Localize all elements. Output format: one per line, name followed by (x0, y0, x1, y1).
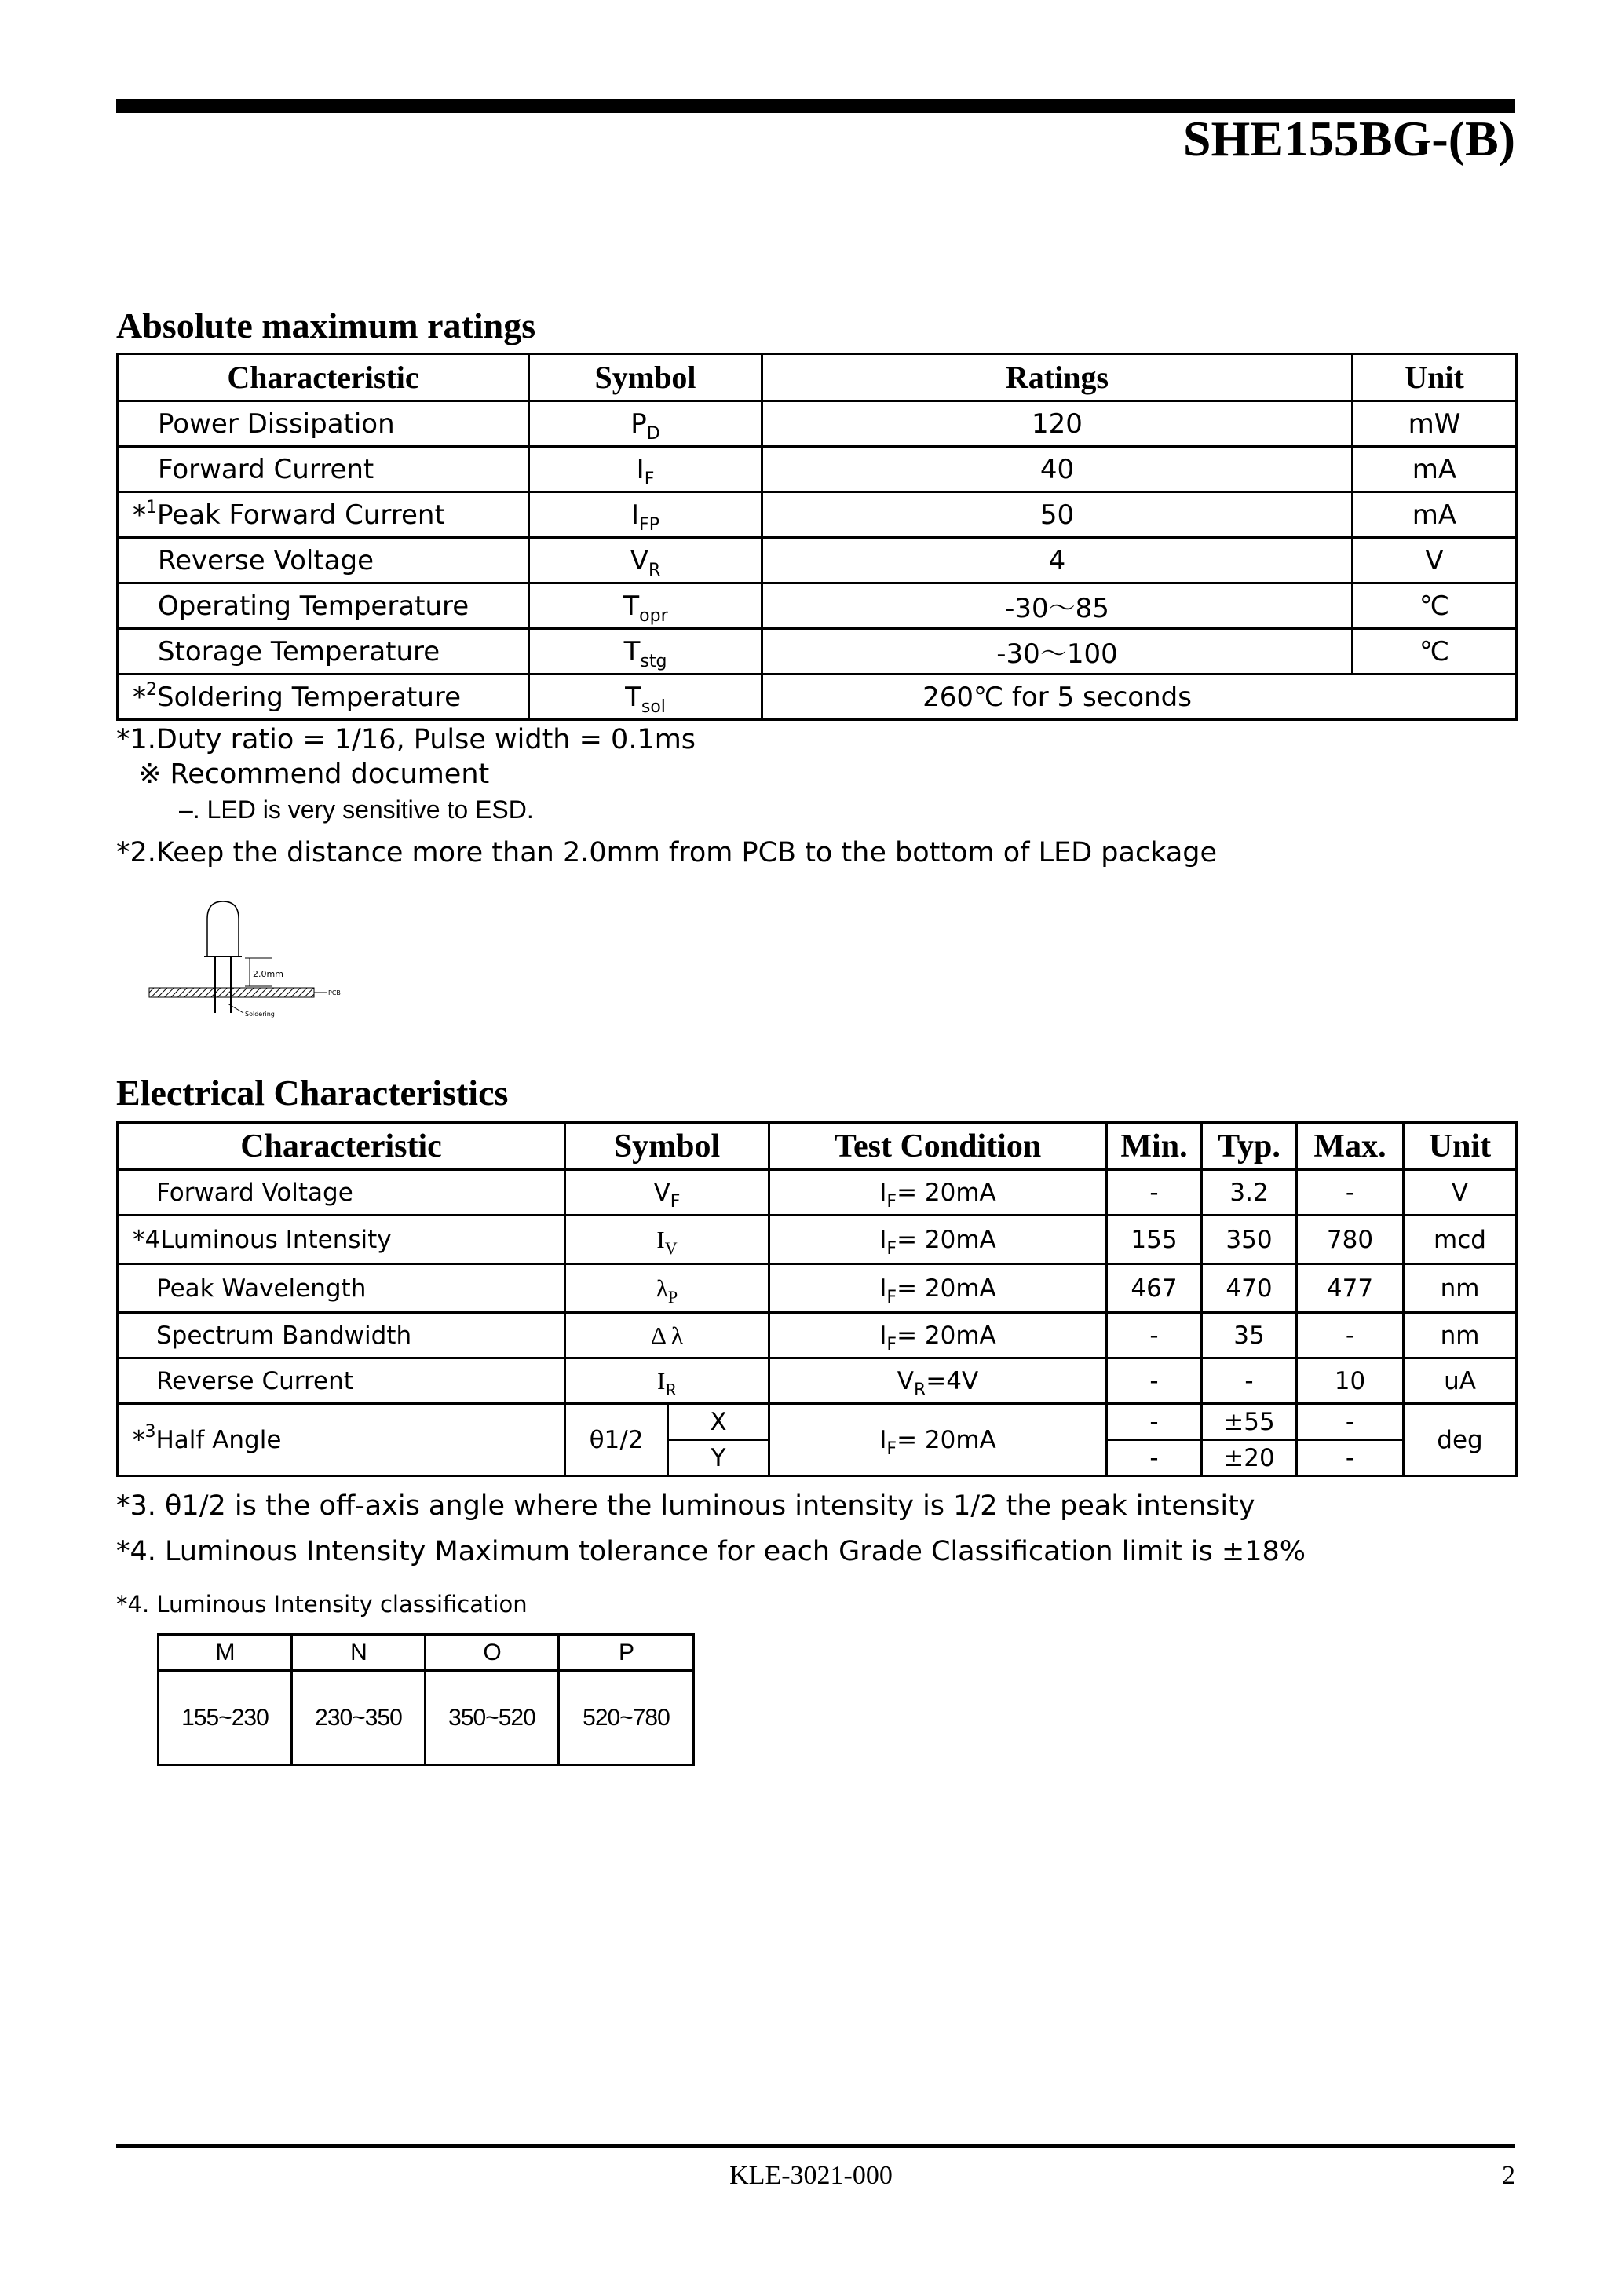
typ-cell: 3.2 (1202, 1170, 1297, 1216)
characteristic-cell: Forward Voltage (118, 1170, 565, 1216)
range-cell: 520~780 (559, 1671, 694, 1765)
typ-cell: ±20 (1202, 1440, 1297, 1476)
condition-cell: $I_F= 20mA$ (769, 1216, 1107, 1264)
unit-cell: mA (1353, 492, 1517, 538)
table-row (118, 1170, 1517, 1216)
pcb-board (149, 988, 314, 997)
symbol-cell: $P_D$ (529, 401, 762, 447)
symbol-cell: Δ λ (565, 1313, 769, 1358)
note-tolerance: *4. Luminous Intensity Maximum tolerance for each Grade Classification limit is ±18% (116, 1536, 1306, 1567)
symbol-cell: $T_{sol}$ (529, 675, 762, 720)
max-cell: - (1297, 1170, 1404, 1216)
table-row (118, 538, 1517, 583)
bottom-rule (116, 2144, 1515, 2148)
rating-cell: 260℃ for 5 seconds (762, 675, 1517, 720)
col-header: Min. (1107, 1123, 1202, 1170)
symbol-cell: $I_{FP}$ (529, 492, 762, 538)
characteristic-cell: Storage Temperature (118, 629, 529, 675)
symbol-cell: $I_F$ (529, 447, 762, 492)
solder-label: Soldering (245, 1011, 275, 1018)
table-row (118, 1216, 1517, 1264)
unit-cell: nm (1404, 1313, 1517, 1358)
note-distance: *2.Keep the distance more than 2.0mm from PCB to the bottom of LED package (116, 837, 1218, 868)
typ-cell: - (1202, 1358, 1297, 1404)
symbol-cell: $V_R$ (529, 538, 762, 583)
rating-cell: 40 (762, 447, 1353, 492)
min-cell: 155 (1107, 1216, 1202, 1264)
note-duty-ratio: *1.Duty ratio = 1/16, Pulse width = 0.1ms (116, 724, 696, 755)
col-header: Symbol (529, 354, 762, 401)
min-cell: 467 (1107, 1264, 1202, 1313)
max-cell: 477 (1297, 1264, 1404, 1313)
condition-cell: $I_F= 20mA$ (769, 1313, 1107, 1358)
elec-table (116, 1121, 1518, 1477)
condition-cell: $I_F= 20mA$ (769, 1404, 1107, 1476)
footer-doc-code: KLE-3021-000 (729, 2161, 893, 2190)
table-header-row (118, 1123, 1517, 1170)
grade-row (159, 1635, 694, 1671)
table-row (118, 675, 1517, 720)
led-body-shape (207, 901, 239, 956)
note-half-angle: *3. θ1/2 is the off-axis angle where the luminous intensity is 1/2 the peak intensity (116, 1490, 1255, 1522)
abs-max-heading: Absolute maximum ratings (116, 305, 536, 345)
max-cell: - (1297, 1404, 1404, 1440)
grade-cell: N (292, 1635, 426, 1671)
axis-x-cell: X (668, 1404, 769, 1440)
unit-cell: deg (1404, 1404, 1517, 1476)
max-cell: 780 (1297, 1216, 1404, 1264)
col-header: Test Condition (769, 1123, 1107, 1170)
symbol-cell: θ1/2 (565, 1404, 668, 1476)
dim-label: 2.0mm (253, 969, 283, 979)
range-cell: 230~350 (292, 1671, 426, 1765)
rating-cell: -30～85 (762, 583, 1353, 629)
characteristic-cell: *4Luminous Intensity (118, 1216, 565, 1264)
characteristic-cell: *$^1$Peak Forward Current (118, 492, 529, 538)
col-header: Characteristic (118, 1123, 565, 1170)
rating-cell: 120 (762, 401, 1353, 447)
col-header: Unit (1353, 354, 1517, 401)
table-row-half-angle (118, 1404, 1517, 1440)
characteristic-cell: Operating Temperature (118, 583, 529, 629)
symbol-cell: $T_{stg}$ (529, 629, 762, 675)
typ-cell: 350 (1202, 1216, 1297, 1264)
note-recommend: ※ Recommend document (138, 759, 490, 790)
range-cell: 155~230 (159, 1671, 292, 1765)
min-cell: - (1107, 1440, 1202, 1476)
rating-cell: 4 (762, 538, 1353, 583)
typ-cell: 470 (1202, 1264, 1297, 1313)
characteristic-cell: *$^2$Soldering Temperature (118, 675, 529, 720)
condition-cell: $V_R=4V$ (769, 1358, 1107, 1404)
symbol-cell: $\lambda_P$ (565, 1264, 769, 1313)
col-header: Typ. (1202, 1123, 1297, 1170)
range-row (159, 1671, 694, 1765)
min-cell: - (1107, 1358, 1202, 1404)
max-cell: 10 (1297, 1358, 1404, 1404)
range-cell: 350~520 (426, 1671, 559, 1765)
unit-cell: mcd (1404, 1216, 1517, 1264)
symbol-cell: $I_V$ (565, 1216, 769, 1264)
min-cell: - (1107, 1313, 1202, 1358)
min-cell: - (1107, 1404, 1202, 1440)
characteristic-cell: *$^3$Half Angle (118, 1404, 565, 1476)
unit-cell: mA (1353, 447, 1517, 492)
axis-y-cell: Y (668, 1440, 769, 1476)
abs-max-table (116, 353, 1518, 721)
rating-cell: 50 (762, 492, 1353, 538)
table-row (118, 447, 1517, 492)
max-cell: - (1297, 1313, 1404, 1358)
page-number: 2 (1502, 2161, 1515, 2190)
min-cell: - (1107, 1170, 1202, 1216)
table-row (118, 1358, 1517, 1404)
unit-cell: ℃ (1353, 583, 1517, 629)
table-row (118, 492, 1517, 538)
table-header-row (118, 354, 1517, 401)
elec-heading: Electrical Characteristics (116, 1073, 509, 1113)
note-classification: *4. Luminous Intensity classification (116, 1591, 528, 1618)
unit-cell: V (1404, 1170, 1517, 1216)
symbol-cell: $T_{opr}$ (529, 583, 762, 629)
pcb-label: PCB (328, 989, 341, 996)
rating-cell: -30～100 (762, 629, 1353, 675)
table-row (118, 1264, 1517, 1313)
unit-cell: ℃ (1353, 629, 1517, 675)
characteristic-cell: Reverse Current (118, 1358, 565, 1404)
unit-cell: nm (1404, 1264, 1517, 1313)
grade-cell: P (559, 1635, 694, 1671)
condition-cell: $I_F= 20mA$ (769, 1264, 1107, 1313)
typ-cell: 35 (1202, 1313, 1297, 1358)
unit-cell: V (1353, 538, 1517, 583)
characteristic-cell: Peak Wavelength (118, 1264, 565, 1313)
characteristic-cell: Spectrum Bandwidth (118, 1313, 565, 1358)
unit-cell: uA (1404, 1358, 1517, 1404)
led-mounting-figure (146, 895, 342, 1021)
table-row (118, 583, 1517, 629)
typ-cell: ±55 (1202, 1404, 1297, 1440)
grade-cell: M (159, 1635, 292, 1671)
col-header: Symbol (565, 1123, 769, 1170)
grade-cell: O (426, 1635, 559, 1671)
characteristic-cell: Power Dissipation (118, 401, 529, 447)
symbol-cell: $V_F$ (565, 1170, 769, 1216)
characteristic-cell: Forward Current (118, 447, 529, 492)
symbol-cell: $I_R$ (565, 1358, 769, 1404)
unit-cell: mW (1353, 401, 1517, 447)
characteristic-cell: Reverse Voltage (118, 538, 529, 583)
col-header: Max. (1297, 1123, 1404, 1170)
col-header: Unit (1404, 1123, 1517, 1170)
table-row (118, 401, 1517, 447)
table-row (118, 1313, 1517, 1358)
classification-table (157, 1633, 695, 1766)
table-row (118, 629, 1517, 675)
note-esd: –. LED is very sensitive to ESD. (179, 795, 534, 824)
max-cell: - (1297, 1440, 1404, 1476)
condition-cell: $I_F= 20mA$ (769, 1170, 1107, 1216)
col-header: Ratings (762, 354, 1353, 401)
col-header: Characteristic (118, 354, 529, 401)
document-title: SHE155BG-(B) (1182, 111, 1515, 166)
